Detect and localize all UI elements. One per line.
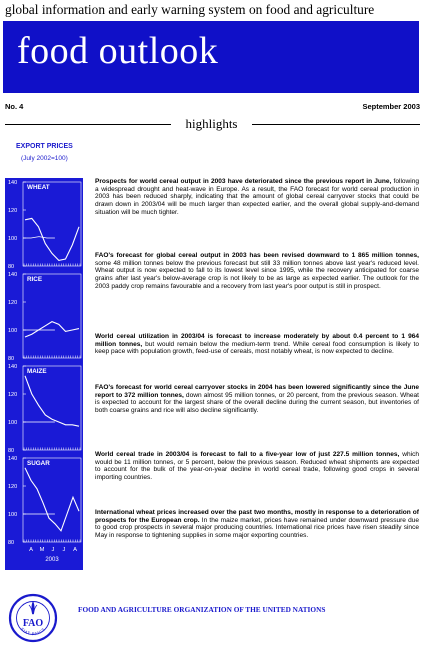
- highlights-rule-right: [252, 124, 420, 125]
- fao-logo-icon: [8, 593, 58, 643]
- chart-name-label: MAIZE: [27, 368, 47, 375]
- y-tick-label: 80: [8, 356, 15, 362]
- y-tick-label: 100: [8, 420, 18, 426]
- highlight-paragraph: [95, 178, 419, 217]
- highlights-rule-left: [5, 124, 171, 125]
- paragraph-body: but would remain below the medium-term trend. While cereal food consumption is likely to keep pace with population growth, feed-use of cereals, most notably wheat, is now expected to decline.: [95, 340, 419, 356]
- paragraph-lead: FAO's forecast for global cereal output in 2003 has been revised downward to 1 865 million tonnes,: [95, 252, 419, 259]
- organization-name: FOOD AND AGRICULTURE ORGANIZATION OF THE UNITED NATIONS: [78, 605, 326, 614]
- price-series-line: [25, 218, 79, 260]
- issue-number: No. 4: [5, 102, 24, 111]
- title-banner: [3, 21, 419, 93]
- paragraph-body: In the maize market, prices have remained under downward pressure due to good crop prospects in several major producing countries. International rice prices have risen steadily since May in response to tightening supplies in some major exporting countries.: [95, 516, 420, 540]
- y-tick-label: 100: [8, 236, 18, 242]
- y-tick-label: 80: [8, 540, 15, 546]
- paragraph-lead: FAO's forecast for world cereal carryover stocks in 2004 has been lowered significantly since the June report to 372 million tonnes,: [95, 384, 419, 399]
- x-month-label: J: [62, 547, 66, 553]
- export-prices-title: EXPORT PRICES: [16, 143, 73, 150]
- y-tick-label: 140: [8, 180, 18, 186]
- paragraph-body: some 48 million tonnes below the previous forecast but still 33 million tonnes above last year's reduced level. Wheat output is now expected to fall to its lowest level since 1995, while the recovery anticipated for coarse grains after last year's below-average crop is not likely to be as large as expected earlier. The outlook for the 2003 paddy crop remains favourable and a recovery from last year's poor output is still in prospect.: [95, 259, 419, 290]
- chart-name-label: SUGAR: [27, 460, 50, 467]
- y-tick-label: 80: [8, 264, 15, 270]
- export-prices-subtitle: (July 2002=100): [21, 155, 68, 162]
- paragraph-lead: International wheat prices increased over the past two months, mostly in response to a deterioration of prospects for the European crop.: [95, 509, 419, 524]
- x-month-label: A: [73, 547, 77, 553]
- highlight-paragraph: [95, 333, 419, 356]
- maize-price-chart: [5, 362, 83, 454]
- rice-price-chart: [5, 270, 83, 362]
- highlights-heading: highlights: [185, 116, 238, 131]
- chart-name-label: WHEAT: [27, 184, 50, 191]
- highlight-paragraph: [95, 252, 419, 291]
- price-series-line: [25, 322, 79, 337]
- plot-frame: [23, 274, 81, 358]
- sugar-price-chart: [5, 454, 83, 570]
- plot-frame: [23, 366, 81, 450]
- svg-text:FIAT PANIS: FIAT PANIS: [19, 626, 47, 637]
- chart-name-label: RICE: [27, 276, 43, 283]
- issue-date: September 2003: [362, 102, 420, 111]
- y-tick-label: 140: [8, 456, 18, 462]
- x-month-label: A: [29, 547, 33, 553]
- highlight-paragraph: [95, 451, 419, 482]
- paragraph-body: which would be 11 million tonnes, or 5 percent, below the previous season. Reduced wheat shipments are expected to account for the bulk of the year-on-year decline in world cereal trade, following good crops in several importing countries.: [95, 451, 419, 482]
- price-series-line: [25, 376, 79, 426]
- paragraph-lead: World cereal utilization in 2003/04 is forecast to increase moderately by about 0.4 percent to 1 964 million tonnes,: [95, 333, 419, 348]
- y-tick-label: 120: [8, 484, 18, 490]
- y-tick-label: 120: [8, 208, 18, 214]
- x-month-label: M: [39, 547, 45, 553]
- tagline: global information and early warning system on food and agriculture: [5, 2, 375, 17]
- highlight-paragraph: [95, 509, 419, 540]
- y-tick-label: 120: [8, 392, 18, 398]
- highlight-paragraph: [95, 384, 419, 415]
- paragraph-body: following a widespread drought and heat-wave in Europe. As a result, the FAO forecast for world cereal production in 2003 has been reduced sharply, indicating that the amount of global cereal carryover stocks that could be drawn down in 2003/04 will be much larger than expected earlier, and the overall global supply-and-demand situation will be much tighter.: [95, 178, 420, 216]
- y-tick-label: 140: [8, 364, 18, 370]
- x-month-label: J: [51, 547, 55, 553]
- banner-title: food outlook: [17, 30, 219, 72]
- y-tick-label: 100: [8, 512, 18, 518]
- x-year-label: 2003: [45, 557, 59, 563]
- paragraph-lead: World cereal trade in 2003/04 is forecast to fall to a five-year low of just 227.5 million tonnes,: [95, 451, 400, 458]
- y-tick-label: 140: [8, 272, 18, 278]
- y-tick-label: 80: [8, 448, 15, 454]
- fao-logo: [8, 593, 58, 648]
- paragraph-lead: Prospects for world cereal output in 2003 have deteriorated since the previous report in June,: [95, 178, 392, 185]
- y-tick-label: 100: [8, 328, 18, 334]
- paragraph-body: down almost 95 million tonnes, or 20 percent, from the previous season. Wheat is expected to account for the largest share of the overall decline during the current season, but inventories of both coarse grains and rice will also decline significantly.: [95, 391, 419, 415]
- price-series-line: [25, 468, 79, 531]
- svg-text:FAO: FAO: [22, 618, 44, 629]
- y-tick-label: 120: [8, 300, 18, 306]
- wheat-price-chart: [5, 178, 83, 270]
- baseline-series-line: [23, 237, 55, 238]
